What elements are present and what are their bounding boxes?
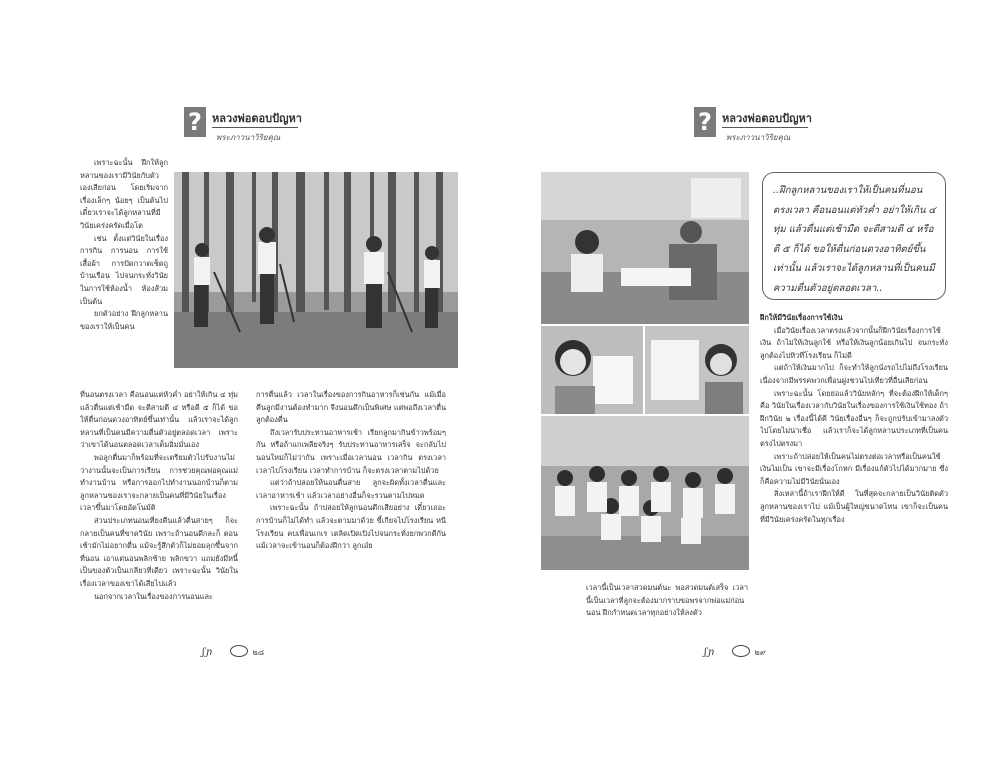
photo-children-sweeping — [174, 172, 458, 368]
left-column-bottom — [80, 389, 238, 634]
question-mark-icon: ? — [694, 107, 716, 137]
paragraph: แต่ว่าถ้าปล่อยให้นอนตื่นสาย ลูกจะผิดทั้งเวลาตื่นและเวลาอาหารเช้า แล้วเวลาอย่างอื่นก็จะรวนตามไปหมด — [256, 478, 446, 500]
page-footer — [704, 645, 766, 661]
page-number: ๒๙ — [754, 647, 766, 657]
header-title: หลวงพ่อตอบปัญหา — [212, 112, 302, 125]
right-column-bottom — [256, 389, 446, 634]
page-number: ๒๘ — [252, 647, 264, 657]
paragraph: ยกตัวอย่าง ฝึกลูกหลานของเราให้เป็นคน — [80, 309, 168, 331]
right-page-column — [760, 312, 948, 632]
paragraph: เพราะฉะนั้น ฝึกให้ลูกหลานของเรามีวินัยกับตัวเองเสียก่อน โดยเริ่มจากเรื่องเล็กๆ น้อยๆ เป็นต้นไป เดี๋ยวเราจะได้ลูกหลานที่มีวินัยเคร่งครัดเมื่อโต — [80, 158, 168, 230]
paragraph: เพราะถ้าปล่อยให้เป็นคนไม่ตรงต่อเวลาหรือเป็นคนใช้เงินไม่เป็น เขาจะมีเรื่องโกหก มีเรื่องแก้ตัวไปได้มากมาย ซึ่งก็คือความไม่มีวินัยนั่นเอง — [760, 451, 948, 486]
photo-monk-with-children — [541, 172, 749, 324]
paragraph: เพราะฉะนั้น ถ้าปล่อยให้ลูกนอนดึกเสียอย่าง เดี๋ยวเถอะการบ้านก็ไม่ได้ทำ แล้วจะตามมาด้วย ขี้เกียจไปโรงเรียน หนีโรงเรียน คบเพื่อนเกเร เตลิดเปิดเปิงไปจนกระทั่งยกพวกตีกัน แม้เวลาจะเข้านอนก็ต้องฝึกว่า ลูกเอ๋ย — [256, 503, 446, 551]
magazine-logo: ʃ ɲ — [704, 645, 750, 659]
paragraph: เวลานี้เป็นเวลาสวดมนต์นะ พอสวดมนต์เสร็จ เวลานี้เป็นเวลาที่ลูกจะต้องมากราบขอพรจากพ่อแม่ก่อนนอน ฝึกกำหนดเวลาทุกอย่างให้ลงตัว — [586, 583, 748, 618]
paragraph: ถึงเวลารับประทานอาหารเช้า เรียกลูกมากินข้าวพร้อมๆ กัน หรือถ้าแกเพลียจริงๆ รับประทานอาหารเสร็จ จะกลับไปนอนใหม่ก็ไม่ว่ากัน เพราะเมื่อเวลานอน เวลากิน ตรงเวลา เวลาไปโรงเรียน เวลาทำการบ้าน ก็จะตรงเวลาตามไปด้วย — [256, 427, 446, 475]
paragraph: เมื่อวินัยเรื่องเวลาตรงแล้วจากนั้นก็ฝึกวินัยเรื่องการใช้เงิน ถ้าไม่ให้เงินลูกใช้ หรือให้เงินลูกน้อยเกินไป จนกระทั่งลูกต้องไปหิวที่โรงเรียน ก็ไม่ดี — [760, 325, 948, 360]
photo-boy-with-paper — [645, 326, 749, 414]
paragraph: ส่วนประเภทนอนเที่ยงคืนแล้วตื่นสายๆ ก็จะกลายเป็นคนที่ขาดวินัย เพราะถ้านอนดึกละก็ ตอนเช้ามักไม่อยากตื่น แม้จะรู้สึกตัวก็ไม่ยอมลุกขึ้นจากที่นอน เอาแต่นอนพลิกซ้าย พลิกขวา แถมยังมีหนี้เป็นของตัวเป็นเกลียวที่เดียว เพราะฉะนั้น วินัยในเรื่องเวลาของเขาได้เสียไปแล้ว — [80, 515, 238, 588]
question-mark-icon: ? — [184, 107, 206, 137]
header-rule — [212, 127, 298, 128]
page-footer — [202, 645, 264, 661]
magazine-logo: ʃ ɲ — [202, 645, 248, 659]
paragraph: เช่น ตั้งแต่วินัยในเรื่องการกิน การนอน การใช้เสื้อผ้า การปัดกวาดเช็ดถูบ้านเรือน ไปจนกระทั่งวินัยในการใช้ห้องน้ำ ห้องส้วม เป็นต้น — [80, 233, 168, 306]
paragraph: เพราะฉะนั้น โดยย่อแล้ววินัยหลักๆ ที่จะต้องฝึกให้เด็กๆ คือ วินัยในเรื่องเวลากับวินัยในเรื่องของการใช้เงินใช้ทอง ถ้าฝึกวินัย ๒ เรื่องนี้ได้ดี วินัยเรื่องอื่นๆ ก็จะถูกปรับเข้ามาลงตัวไปโดยไม่น่าเชื่อ แล้วเราก็จะได้ลูกหลานประเภทที่เป็นคนตรงไปตรงมา — [760, 388, 948, 448]
photo-girl-with-paper — [541, 326, 643, 414]
header-subtitle: พระภาวนาวิริยคุณ — [216, 133, 281, 142]
left-column-top — [80, 157, 168, 389]
paragraph: สิ่งเหล่านี้ถ้าเราฝึกให้ดี ในที่สุดจะกลายเป็นวินัยติดตัวลูกหลานของเราไป แม้เป็นผู้ใหญ่ขนาดไหน เขาก็จะเป็นคนที่มีวินัยเคร่งครัดในทุกเรื่อง — [760, 489, 948, 524]
photo-children-praying — [541, 416, 749, 570]
header-rule — [722, 127, 808, 128]
right-page-bottom-text — [586, 582, 748, 626]
section-heading: ฝึกให้มีวินัยเรื่องการใช้เงิน — [760, 313, 843, 322]
pull-quote: ..ฝึกลูกหลานของเราให้เป็นคนที่นอนตรงเวลา คือนอนแต่หัวค่ำ อย่าให้เกิน ๔ ทุ่ม แล้วตื่นแต่เช้ามืด จะตีสามตี ๔ หรือตี ๕ ก็ได้ ขอให้ตื่นก่อนดวงอาทิตย์ขึ้นเท่านั้น แล้วเราจะได้ลูกหลานที่เป็นคนมีความตื่นตัวอยู่ตลอดเวลา.. — [762, 172, 946, 300]
paragraph: นอกจากเวลาในเรื่องของการนอนและ — [94, 591, 213, 601]
paragraph: แต่ถ้าให้เงินมากไป ก็จะทำให้ลูกนั่งรถไปไม่ถึงโรงเรียน เนื่องจากมีพรรคพวกเพื่อนฝูงชวนไปเที่ยวที่อื่นเสียก่อน — [760, 363, 948, 385]
paragraph: ที่นอนตรงเวลา คือนอนแต่หัวค่ำ อย่าให้เกิน ๔ ทุ่ม แล้วตื่นแต่เช้ามืด จะตีสามตี ๔ หรือตี ๕ ก็ได้ ขอให้ตื่นก่อนดวงอาทิตย์ขึ้นเท่านั้น แล้วเราจะได้ลูกหลานที่เป็นคนมีความตื่นตัวอยู่ตลอดเวลา เพราะว่าเขาได้นอนตลอดเวลาเต็มอิ่มมั่นเอง — [80, 390, 238, 450]
paragraph: พอลูกตื่นมาก็พร้อมที่จะเตรียมตัวไปรับงานไม่ว่างานนั้นจะเป็นการเรียน การช่วยคุณพ่อคุณแม่ทำงานบ้าน หรือการออกไปทำงานนอกบ้านก็ตาม ลูกหลานของเราจะกลายเป็นคนที่มีวินัยในเรื่องเวลาขึ้นมาโดยอัตโนมัติ — [80, 452, 238, 513]
header-subtitle: พระภาวนาวิริยคุณ — [726, 133, 791, 142]
header-title: หลวงพ่อตอบปัญหา — [722, 112, 812, 125]
paragraph: การตื่นแล้ว เวลาในเรื่องของการกินอาหารก็เช่นกัน แม้เมื่อคืนลูกมีงานต้องทำมาก จึงนอนดึกเป็นพิเศษ แต่พอถึงเวลาตื่น ลูกต้องตื่น — [256, 390, 446, 425]
